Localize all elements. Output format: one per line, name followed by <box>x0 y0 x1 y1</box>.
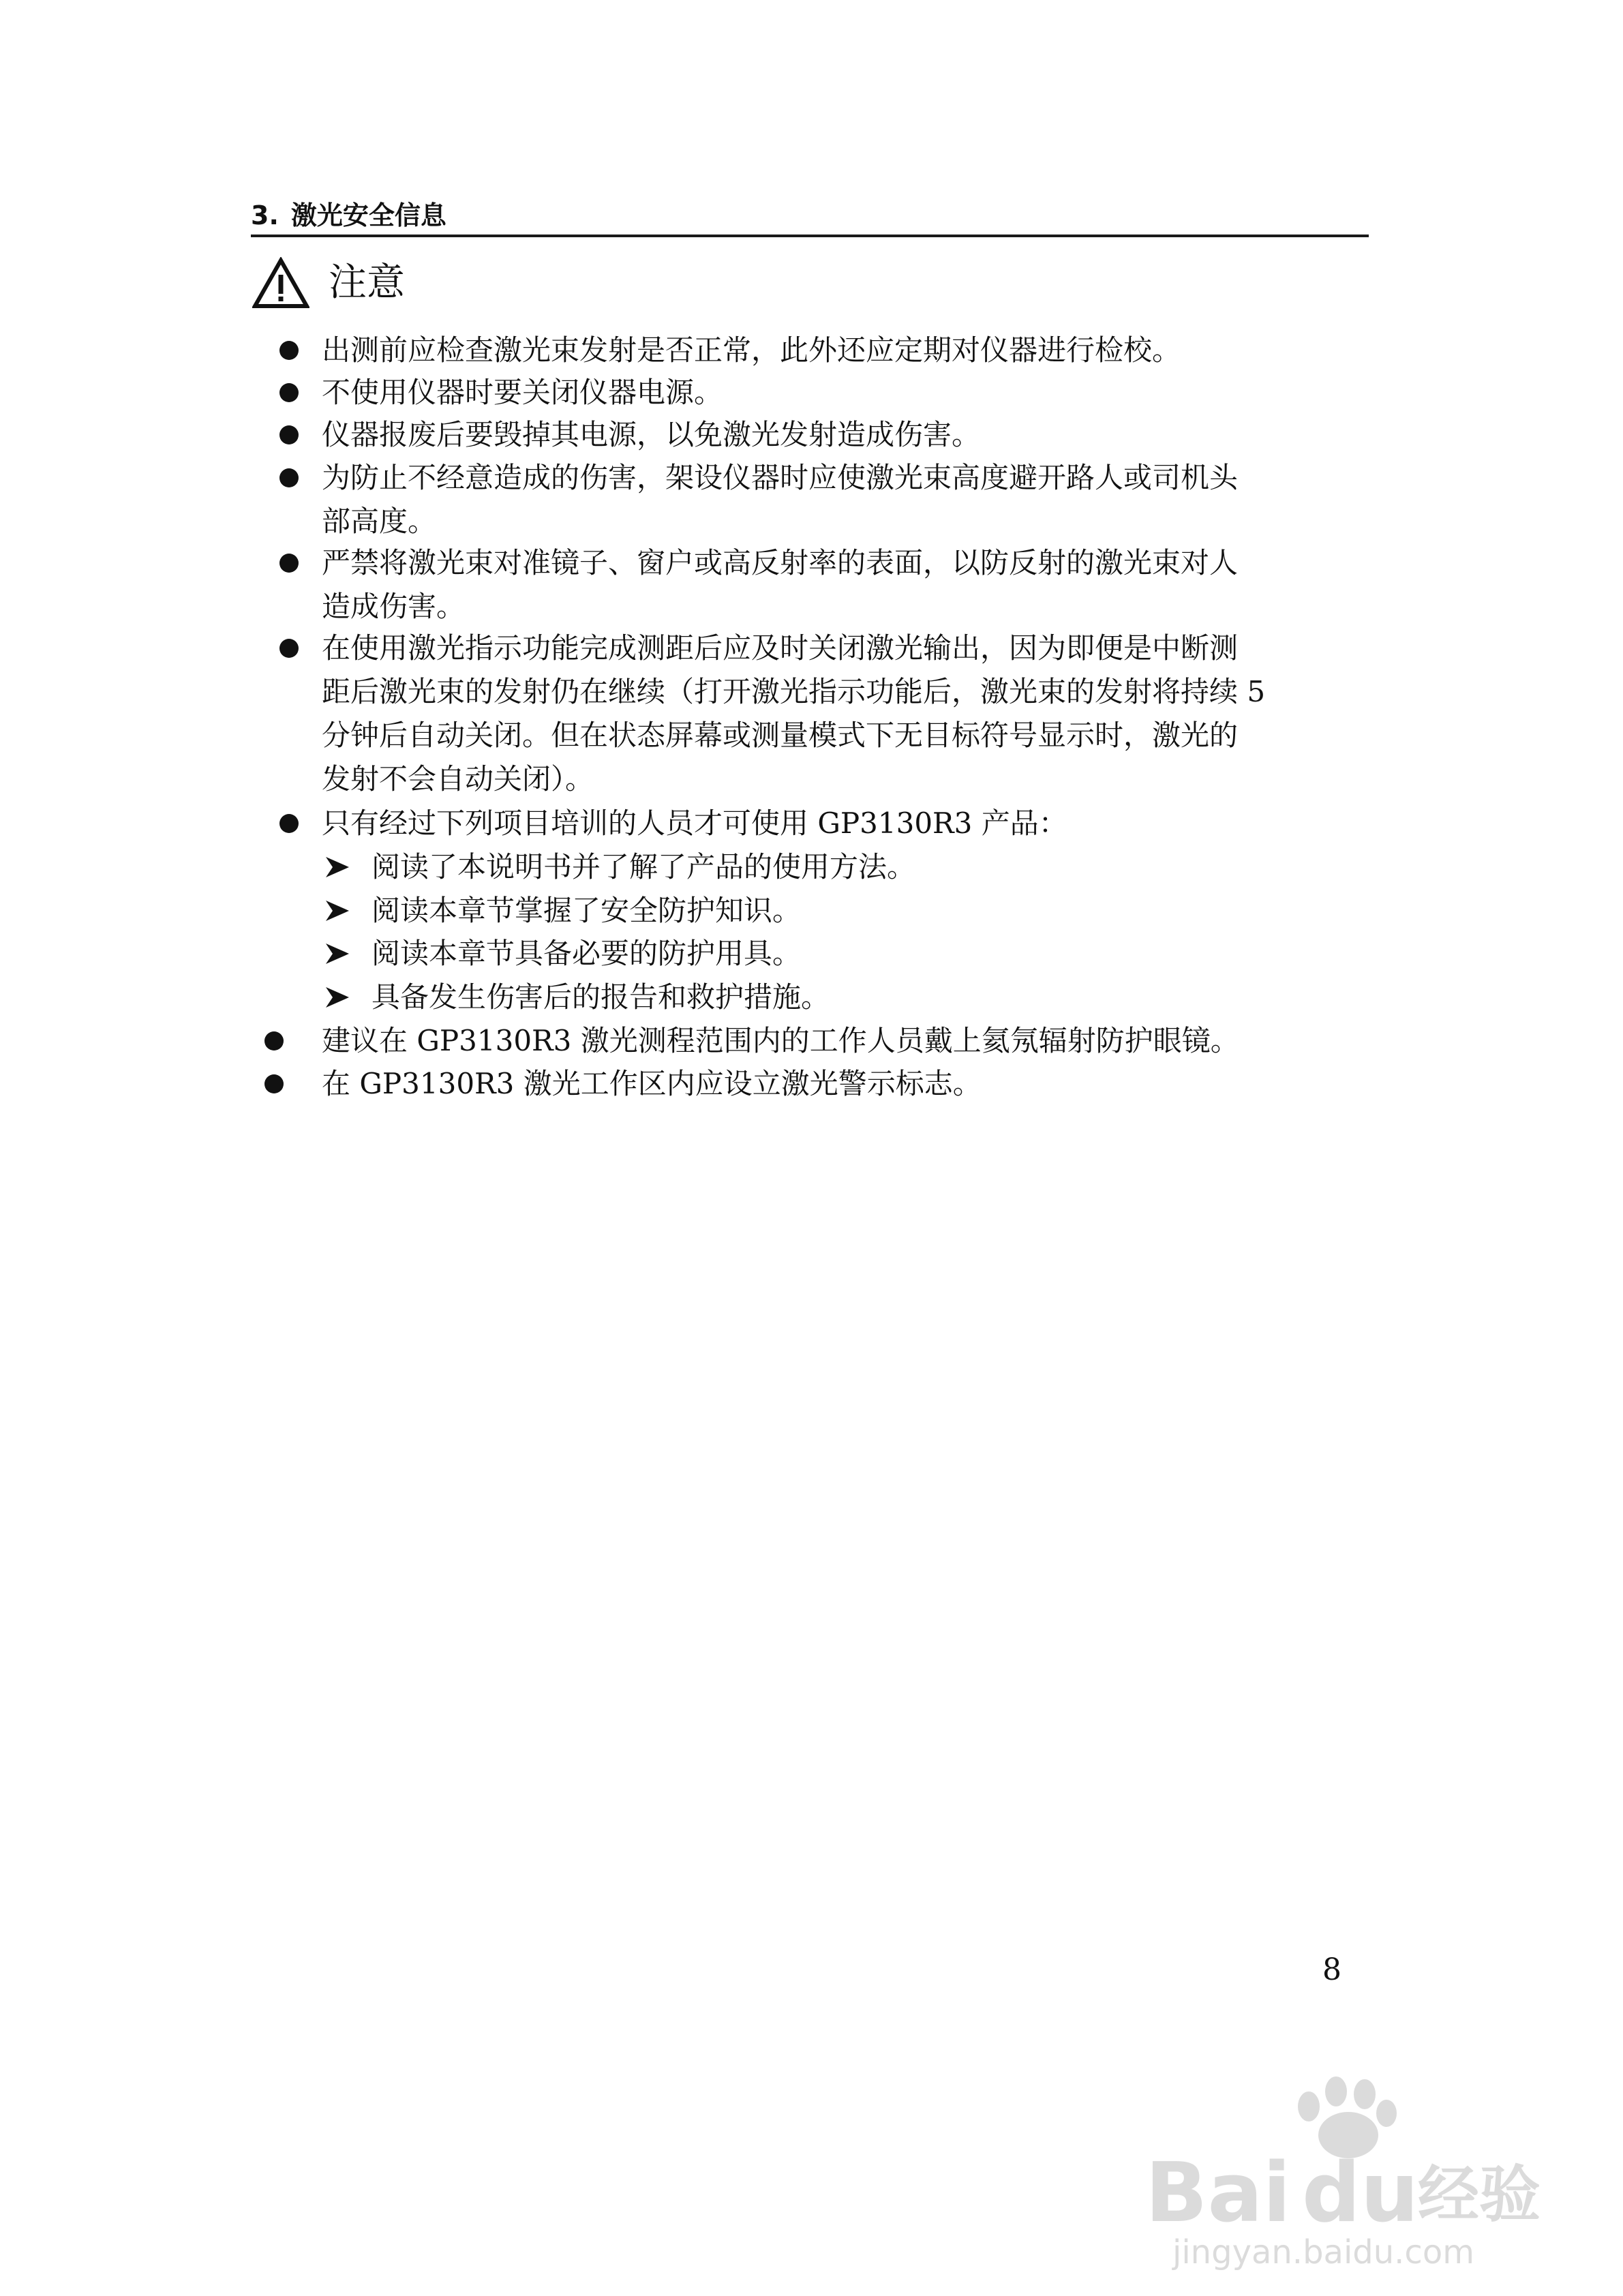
bullet-6-line-3: 分钟后自动关闭。但在状态屏幕或测量模式下无目标符号显示时，激光的 <box>322 719 1239 752</box>
notice-heading <box>252 249 405 317</box>
bullet-4-line-2: 部高度。 <box>322 504 437 538</box>
svg-text:经验: 经验 <box>1418 2159 1541 2231</box>
bullet-dot <box>279 425 299 444</box>
svg-text:du: du <box>1302 2146 1419 2241</box>
sub-item-1: 阅读了本说明书并了解了产品的使用方法。 <box>371 850 916 883</box>
bullet-1-line-1: 出测前应检查激光束发射是否正常，此外还应定期对仪器进行检校。 <box>322 333 1181 367</box>
bullet-4-line-1: 为防止不经意造成的伤害，架设仪器时应使激光束高度避开路人或司机头 <box>322 461 1239 494</box>
bullet-dot <box>279 468 299 487</box>
bullet-dot <box>279 554 299 573</box>
arrow-bullet-icon <box>324 986 350 1009</box>
sub-item-3: 阅读本章节具备必要的防护用具。 <box>371 937 802 970</box>
notice-label: 注意 <box>329 260 405 305</box>
bullet-dot <box>279 341 299 360</box>
bullet-dot <box>264 1031 284 1051</box>
bullet-5-line-1: 严禁将激光束对准镜子、窗户或高反射率的表面，以防反射的激光束对人 <box>322 546 1239 579</box>
sub-item-4: 具备发生伤害后的报告和救护措施。 <box>371 980 830 1014</box>
section-number: 3. <box>251 200 279 230</box>
bullet-9-line-1: 在 GP3130R3 激光工作区内应设立激光警示标志。 <box>322 1067 982 1100</box>
bullet-7-line-1: 只有经过下列项目培训的人员才可使用 GP3130R3 产品： <box>322 806 1067 840</box>
bullet-dot <box>279 814 299 833</box>
bullet-dot <box>279 639 299 658</box>
svg-text:jingyan.baidu.com: jingyan.baidu.com <box>1172 2233 1474 2270</box>
bullet-dot <box>279 383 299 402</box>
watermark-logo <box>1132 2052 1568 2270</box>
baidu-jingyan-watermark <box>1132 2052 1568 2270</box>
warning-triangle-icon <box>252 257 309 309</box>
bullet-2-line-1: 不使用仪器时要关闭仪器电源。 <box>322 376 723 409</box>
arrow-bullet-icon <box>324 899 350 922</box>
section-title: 激光安全信息 <box>290 200 446 230</box>
bullet-3-line-1: 仪器报废后要毁掉其电源，以免激光发射造成伤害。 <box>322 418 981 451</box>
section-header <box>251 196 1369 237</box>
arrow-bullet-icon <box>324 942 350 965</box>
bullet-8-line-1: 建议在 GP3130R3 激光测程范围内的工作人员戴上氦氖辐射防护眼镜。 <box>322 1024 1239 1057</box>
bullet-6-line-1: 在使用激光指示功能完成测距后应及时关闭激光输出，因为即便是中断测 <box>322 631 1239 665</box>
sub-item-2: 阅读本章节掌握了安全防护知识。 <box>371 894 802 927</box>
bullet-6-line-2: 距后激光束的发射仍在继续（打开激光指示功能后，激光束的发射将持续 5 <box>322 675 1266 708</box>
bullet-5-line-2: 造成伤害。 <box>322 590 466 623</box>
bullet-dot <box>264 1074 284 1093</box>
bullet-6-line-4: 发射不会自动关闭）。 <box>322 762 594 796</box>
arrow-bullet-icon <box>324 856 350 879</box>
svg-text:Bai: Bai <box>1145 2146 1291 2241</box>
page-number: 8 <box>1322 1952 1341 1987</box>
